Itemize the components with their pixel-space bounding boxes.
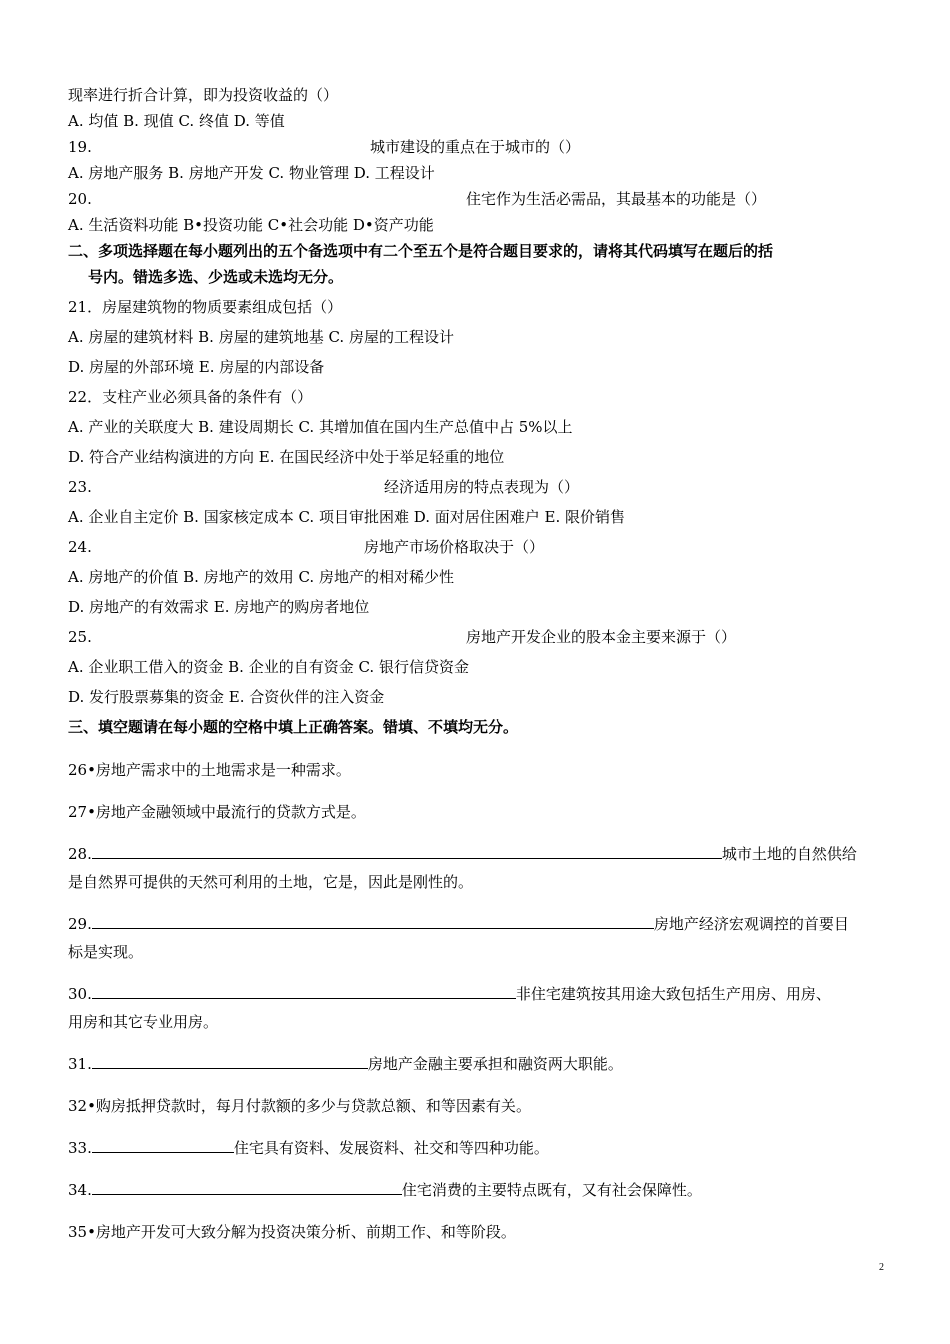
page-number: 2 [879,1262,884,1273]
q18-continuation: 现率进行折合计算，即为投资收益的（） [68,86,339,104]
q28-blank[interactable] [92,843,722,859]
q33-blank[interactable] [92,1137,234,1153]
q30-number: 30. [68,985,92,1003]
section-2-line2: 号内。错选多选、少选或未选均无分。 [88,268,344,286]
q34-tail: 住宅消费的主要特点既有，又有社会保障性。 [401,1181,702,1199]
q31-row [68,1050,878,1078]
q25-number: 25. [68,628,92,646]
exam-page [68,82,878,1246]
q23-options: A. 企业自主定价 B. 国家核定成本 C. 项目审批困难 D. 面对居住困难户 E. 限价销售 [68,508,625,526]
q32: 32•购房抵押贷款时，每月付款额的多少与贷款总额、和等因素有关。 [68,1097,531,1115]
q30-row [68,980,878,1008]
q21-options-2: D. 房屋的外部环境 E. 房屋的内部设备 [68,358,325,376]
q31-blank[interactable] [92,1053,368,1069]
q31-number: 31. [68,1055,92,1073]
q24-row [68,534,878,560]
q29-continuation: 标是实现。 [68,943,144,961]
q28-row [68,840,878,868]
q19-number: 19. [68,138,92,156]
q20-number: 20. [68,190,92,208]
q34-number: 34. [68,1181,92,1199]
q30-continuation: 用房和其它专业用房。 [68,1013,219,1031]
q20-stem: 住宅作为生活必需品，其最基本的功能是（） [466,190,767,208]
q29-row [68,910,878,938]
q33-tail: 住宅具有资料、发展资料、社交和等四种功能。 [233,1139,549,1157]
q24-options-2: D. 房地产的有效需求 E. 房地产的购房者地位 [68,598,370,616]
q28-continuation: 是自然界可提供的天然可利用的土地，它是，因此是刚性的。 [68,873,474,891]
q30-tail: 非住宅建筑按其用途大致包括生产用房、用房、 [515,985,831,1003]
q25-row [68,624,878,650]
q27: 27•房地产金融领域中最流行的贷款方式是。 [68,803,366,821]
q21-stem: 21．房屋建筑物的物质要素组成包括（） [68,298,343,316]
q26: 26•房地产需求中的土地需求是一种需求。 [68,761,351,779]
q22-options-1: A. 产业的关联度大 B. 建设周期长 C. 其增加值在国内生产总值中占 5%以上 [68,418,573,436]
q34-blank[interactable] [92,1179,402,1195]
q19-row [68,134,878,160]
q25-options-2: D. 发行股票募集的资金 E. 合资伙伴的注入资金 [68,688,385,706]
q18-options: A. 均值 B. 现值 C. 终值 D. 等值 [68,112,285,130]
q19-options: A. 房地产服务 B. 房地产开发 C. 物业管理 D. 工程设计 [68,164,435,182]
q23-row [68,474,878,500]
section-2-heading [68,238,878,290]
q20-row [68,186,878,212]
q33-row [68,1134,878,1162]
q24-number: 24. [68,538,92,556]
q23-stem: 经济适用房的特点表现为（） [384,478,580,496]
q24-stem: 房地产市场价格取决于（） [364,538,545,556]
q19-stem: 城市建设的重点在于城市的（） [370,138,581,156]
q22-stem: 22．支柱产业必须具备的条件有（） [68,388,313,406]
section-2-line1: 二、多项选择题在每小题列出的五个备选项中有二个至五个是符合题目要求的，请将其代码填写在题后的括 [68,242,774,260]
q29-blank[interactable] [92,913,654,929]
q23-number: 23. [68,478,92,496]
q35: 35•房地产开发可大致分解为投资决策分析、前期工作、和等阶段。 [68,1223,516,1241]
q25-stem: 房地产开发企业的股本金主要来源于（） [466,628,737,646]
q25-options-1: A. 企业职工借入的资金 B. 企业的自有资金 C. 银行信贷资金 [68,658,469,676]
q28-number: 28. [68,845,92,863]
q29-tail: 房地产经济宏观调控的首要目 [653,915,849,933]
q28-tail: 城市土地的自然供给 [721,845,857,863]
section-3-heading: 三、填空题请在每小题的空格中填上正确答案。错填、不填均无分。 [68,718,519,736]
q24-options-1: A. 房地产的价值 B. 房地产的效用 C. 房地产的相对稀少性 [68,568,454,586]
q22-options-2: D. 符合产业结构演进的方向 E. 在国民经济中处于举足轻重的地位 [68,448,505,466]
q20-options: A. 生活资料功能 B•投资功能 C•社会功能 D•资产功能 [68,216,434,234]
q29-number: 29. [68,915,92,933]
q34-row [68,1176,878,1204]
q31-tail: 房地产金融主要承担和融资两大职能。 [367,1055,623,1073]
q33-number: 33. [68,1139,92,1157]
q21-options-1: A. 房屋的建筑材料 B. 房屋的建筑地基 C. 房屋的工程设计 [68,328,454,346]
q30-blank[interactable] [92,983,516,999]
